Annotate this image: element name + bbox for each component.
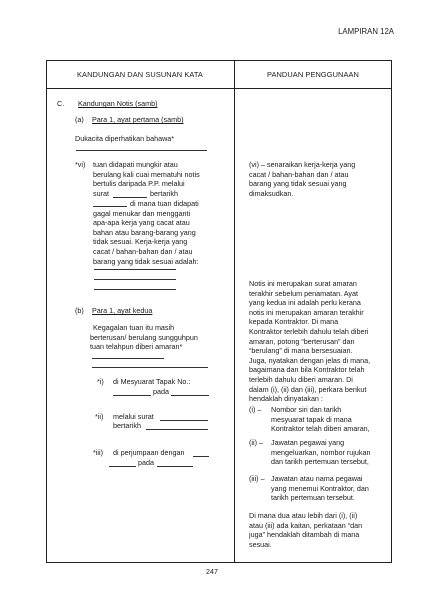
right-column-header: PANDUAN PENGGUNAAN — [266, 70, 359, 79]
fill-line — [94, 279, 176, 280]
para-b-title: Para 1, ayat kedua — [92, 306, 153, 315]
dukacita-text: Dukacita diperhatikan bahawa* — [75, 134, 175, 143]
item-i-text: di Mesyuarat Tapak No.: — [113, 377, 191, 386]
guidance-item-ii-text: Jawatan pegawai yang mengeluarkan, nombor rujukan dan tarikh pertemuan tersebut, — [271, 438, 371, 467]
page-number: 247 — [206, 567, 218, 576]
item-iii-text: di perjumpaan dengan — [113, 448, 185, 457]
i-number-blank — [113, 395, 151, 396]
guidance-item-ii-marker: (ii) – — [249, 438, 263, 447]
item-vi-bertarikh: bertarikh — [150, 189, 178, 198]
closing-guidance: Di mana dua atau lebih dari (i), (ii) atau (iii) ada kaitan, perkataan “dan juga” hendaklah ditambah di mana sesuai. — [249, 511, 363, 549]
vi-surat-blank — [113, 197, 147, 198]
lampiran-label: LAMPIRAN 12A — [338, 27, 394, 36]
fill-line — [94, 269, 176, 270]
para-a-marker: (a) — [75, 115, 84, 124]
item-vi-text-2: di mana tuan didapati gagal menukar dan mengganti apa-apa kerja yang cacat atau bahan atau barang-barang yang tidak sesuai. Kerja-kerja yang cacat / bahan-bahan dan / atau barang yang tidak sesuai adalah: — [93, 199, 199, 266]
notis-guidance: Notis ini merupakan surat amaran terakhir sebelum penamatan. Ayat yang kedua ini adalah perlu kerana notis ini merupakan amaran terakhir kepada Kontraktor. Di mana Kontraktor terlebih dahulu telah diberi amaran, potong “berterusan” dan “berulang” di mana bersesuaian. Juga, nyatakan dengan jelas di mana, bagaimana dan bila Kontraktor telah terlebih dahulu diberi amaran. Di dalam (i), (ii) dan (iii), perkara berikut hendaklah dinyatakan : — [249, 279, 371, 404]
item-i-pada: pada — [153, 387, 169, 396]
item-ii-bertarikh: bertarikh — [113, 421, 141, 430]
item-ii-text: melalui surat — [113, 412, 154, 421]
guidance-item-i-marker: (i) – — [249, 405, 262, 414]
section-title: Kandungan Notis (samb) — [78, 99, 158, 108]
i-date-blank — [171, 395, 209, 396]
section-letter: C. — [57, 99, 65, 108]
guidance-item-iii-text: Jawatan atau nama pegawai yang menemui Kontraktor, dan tarikh pertemuan tersebut. — [271, 474, 369, 503]
fill-line — [94, 289, 176, 290]
fill-line — [76, 150, 207, 151]
para-a-title: Para 1, ayat pertama (samb) — [92, 115, 184, 124]
fill-line — [92, 358, 164, 359]
iii-date-blank — [157, 466, 193, 467]
para-b-marker: (b) — [75, 306, 84, 315]
item-ii-marker: *ii) — [95, 412, 104, 421]
ii-surat-blank — [160, 420, 208, 421]
guidance-item-i-text: Nombor siri dan tarikh mesyuarat tapak di mana Kontraktor telah diberi amaran, — [271, 405, 370, 434]
item-vi-text-1: tuan didapati mungkir atau berulang kali cuai mematuhi notis bertulis daripada P.P. melalui surat — [93, 160, 200, 198]
left-column-header: KANDUNGAN DAN SUSUNAN KATA — [77, 70, 203, 79]
header-divider — [46, 88, 392, 89]
column-divider — [234, 60, 235, 563]
iii-who-blank — [109, 466, 136, 467]
para-b-text: Kegagalan tuan itu masih berterusan/ berulang sungguhpun tuan telahpun diberi amaran* — [90, 323, 198, 352]
fill-line — [92, 367, 208, 368]
guidance-item-iii-marker: (iii) – — [249, 474, 265, 483]
ii-date-blank — [146, 429, 208, 430]
item-iii-pada: pada — [138, 458, 154, 467]
item-vi-marker: *vi) — [75, 160, 86, 169]
item-iii-marker: *iii) — [93, 448, 103, 457]
iii-with-blank — [193, 456, 209, 457]
item-i-marker: *i) — [97, 377, 104, 386]
vi-guidance: (vi) – senaraikan kerja-kerja yang cacat / bahan-bahan dan / atau barang yang tidak sesuai yang dimaksudkan. — [249, 160, 356, 198]
